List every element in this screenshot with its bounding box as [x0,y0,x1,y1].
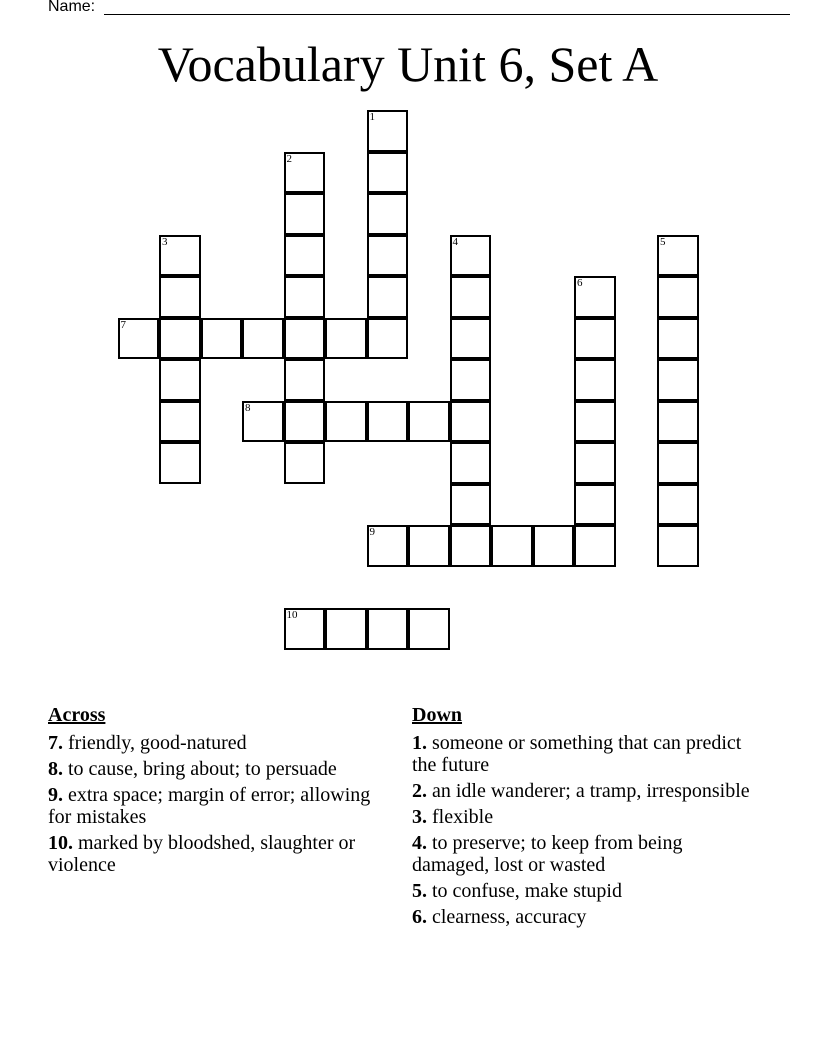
clue-down-5 [412,880,757,902]
crossword-cell[interactable] [574,276,616,318]
crossword-cell[interactable] [657,235,699,277]
name-label: Name: [48,0,96,15]
crossword-cell[interactable] [657,318,699,360]
cell-number: 8 [245,401,251,414]
crossword-cell[interactable] [408,525,450,567]
clue-text: friendly, good-natured [68,732,247,754]
down-heading: Down [412,704,463,726]
clue-text: extra space; margin of error; allowing for mistakes [48,784,371,828]
crossword-cell[interactable] [574,442,616,484]
page-title: Vocabulary Unit 6, Set A [157,36,659,92]
crossword-cell[interactable] [574,401,616,443]
crossword-cell[interactable] [284,442,326,484]
crossword-cell[interactable] [657,525,699,567]
crossword-cell[interactable] [657,401,699,443]
clue-number: 4. [412,832,427,854]
crossword-cell[interactable] [450,318,492,360]
clue-number: 6. [412,906,427,928]
clue-across-8 [48,758,393,780]
cell-number: 1 [369,111,375,123]
clue-down-1 [412,732,757,776]
clue-text: clearness, accuracy [432,906,587,928]
crossword-cell[interactable] [367,110,409,152]
crossword-cell[interactable] [450,235,492,277]
crossword-cell[interactable] [242,318,284,360]
crossword-cell[interactable] [408,608,450,650]
clue-text: flexible [432,806,494,828]
crossword-cell[interactable] [408,401,450,443]
crossword-cell[interactable] [657,276,699,318]
crossword-cell[interactable] [367,525,409,567]
clue-number: 9. [48,784,63,806]
crossword-cell[interactable] [159,442,201,484]
clue-down-2 [412,780,757,802]
cell-number: 6 [577,277,583,289]
crossword-cell[interactable] [159,359,201,401]
clue-text: marked by bloodshed, slaughter or violence [48,832,356,876]
crossword-cell[interactable] [491,525,533,567]
across-clues [48,704,393,880]
crossword-cell[interactable] [325,318,367,360]
clue-number: 7. [48,732,63,754]
crossword-cell[interactable] [159,318,201,360]
crossword-cell[interactable] [367,193,409,235]
across-heading: Across [48,704,106,726]
crossword-cell[interactable] [657,359,699,401]
crossword-cell[interactable] [574,525,616,567]
clue-across-9 [48,784,393,828]
crossword-cell[interactable] [159,276,201,318]
crossword-cell[interactable] [284,401,326,443]
cell-number: 2 [286,152,292,165]
cell-number: 10 [286,609,298,621]
crossword-cell[interactable] [159,235,201,277]
clue-number: 1. [412,732,427,754]
crossword-cell[interactable] [284,318,326,360]
crossword-cell[interactable] [367,318,409,360]
crossword-cell[interactable] [284,276,326,318]
clue-number: 10. [48,832,73,854]
crossword-cell[interactable] [367,401,409,443]
crossword-cell[interactable] [325,401,367,443]
crossword-cell[interactable] [325,608,367,650]
clue-across-10 [48,832,393,876]
crossword-cell[interactable] [450,401,492,443]
crossword-cell[interactable] [367,235,409,277]
clue-down-4 [412,832,757,876]
clue-number: 5. [412,880,427,902]
clue-down-6 [412,906,757,928]
cell-number: 4 [452,235,458,248]
crossword-cell[interactable] [159,401,201,443]
clue-number: 2. [412,780,427,802]
crossword-cell[interactable] [574,318,616,360]
crossword-cell[interactable] [284,235,326,277]
crossword-cell[interactable] [367,152,409,194]
crossword-cell[interactable] [574,484,616,526]
crossword-cell[interactable] [284,359,326,401]
down-clues [412,704,757,932]
cell-number: 5 [660,235,666,248]
crossword-cell[interactable] [367,276,409,318]
clue-number: 8. [48,758,63,780]
crossword-cell[interactable] [657,484,699,526]
cell-number: 7 [120,318,126,331]
crossword-cell[interactable] [284,608,326,650]
crossword-cell[interactable] [201,318,243,360]
clue-text: to preserve; to keep from being damaged, lost or wasted [412,832,683,876]
crossword-cell[interactable] [284,152,326,194]
crossword-cell[interactable] [284,193,326,235]
clue-text: an idle wanderer; a tramp, irresponsible [432,780,750,802]
clue-down-3 [412,806,757,828]
crossword-cell[interactable] [450,359,492,401]
clue-across-7 [48,732,393,754]
clue-text: to cause, bring about; to persuade [68,758,337,780]
crossword-cell[interactable] [367,608,409,650]
crossword-cell[interactable] [450,525,492,567]
crossword-cell[interactable] [450,442,492,484]
crossword-cell[interactable] [450,484,492,526]
clue-number: 3. [412,806,427,828]
crossword-cell[interactable] [574,359,616,401]
crossword-cell[interactable] [450,276,492,318]
crossword-cell[interactable] [242,401,284,443]
clue-text: someone or something that can predict the future [412,732,742,776]
cell-number: 3 [162,235,168,248]
clue-text: to confuse, make stupid [432,880,622,902]
crossword-cell[interactable] [657,442,699,484]
cell-number: 9 [369,526,375,538]
crossword-cell[interactable] [118,318,160,360]
crossword-cell[interactable] [533,525,575,567]
